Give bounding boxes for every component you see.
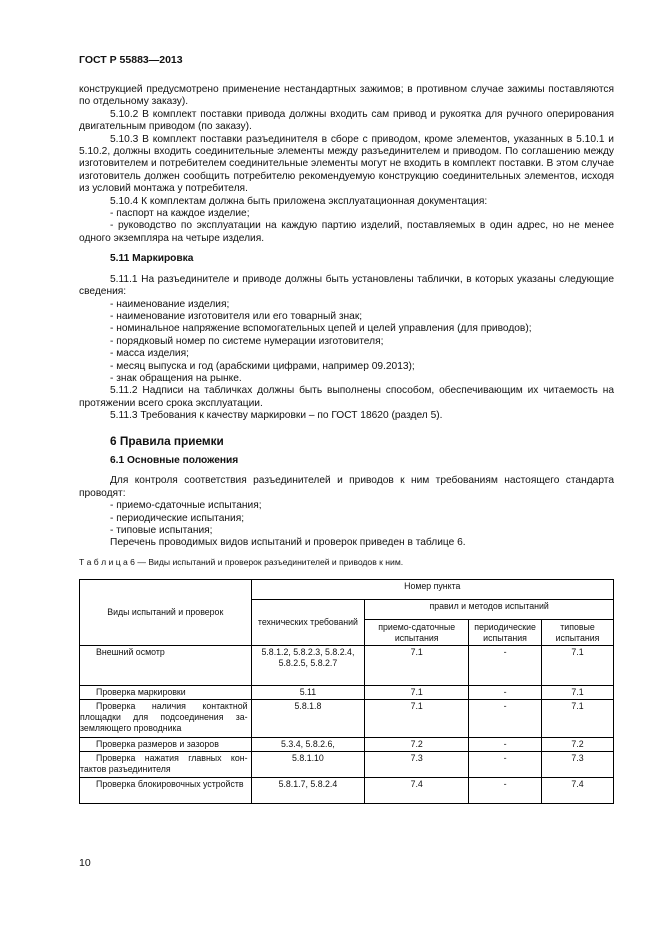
table-cell-type: 7.4	[542, 778, 614, 804]
list-item: - руководство по эксплуатации на каждую партию изделий, поставляемых в один адрес, но не менее одного экземпляра на четыре изделия.	[79, 220, 614, 244]
table-row	[80, 778, 614, 804]
paragraph-5-10-2: 5.10.2 В комплект поставки привода должны входить сам привод и рукоятка для ручного оперирования двигательным приводом (по заказу).	[79, 108, 614, 133]
table-cell-acceptance: 7.4	[365, 778, 469, 804]
table-header-type: типовые испытания	[542, 620, 614, 646]
table-cell-type: 7.1	[542, 646, 614, 686]
paragraph-6-1: Для контроля соответствия разъединителей и приводов к ним требованиям настоящего стандарта проводят:	[79, 475, 614, 499]
table-cell-tech: 5.3.4, 5.8.2.6,	[251, 738, 365, 752]
table-caption: Т а б л и ц а 6 — Виды испытаний и проверок разъединителей и приводов к ним.	[79, 556, 404, 567]
section-heading-6-1: 6.1 Основные положения	[110, 454, 239, 466]
table-header-clause-number: Номер пункта	[251, 580, 613, 600]
document-header: ГОСТ Р 55883—2013	[79, 54, 183, 66]
list-item: - типовые испытания;	[110, 525, 213, 536]
table-cell-test: Проверка блокировочных устройств	[80, 778, 252, 804]
paragraph-5-11-1: 5.11.1 На разъединителе и приводе должны быть установлены таблички, в которых указаны следующие сведения:	[79, 273, 614, 298]
table-cell-periodic: -	[469, 752, 542, 778]
table-cell-tech: 5.8.1.10	[251, 752, 365, 778]
list-item: - масса изделия;	[110, 348, 189, 360]
table-row	[80, 686, 614, 700]
list-item: - приемо-сдаточные испытания;	[110, 500, 262, 512]
table-row	[80, 738, 614, 752]
table-cell-tech: 5.8.1.2, 5.8.2.3, 5.8.2.4, 5.8.2.5, 5.8.2.7	[251, 646, 365, 686]
paragraph-table-ref: Перечень проводимых видов испытаний и проверок приведен в таблице 6.	[110, 537, 466, 549]
table-cell-acceptance: 7.2	[365, 738, 469, 752]
table-header-test-type: Виды испытаний и проверок	[80, 580, 252, 646]
table-cell-test: Проверка нажатия главных контактов разъединителя	[80, 752, 252, 778]
paragraph: конструкцией предусмотрено применение нестандартных зажимов; в противном случае зажимы поставляются по отдельному заказу).	[79, 84, 614, 108]
table-cell-test: Внешний осмотр	[80, 646, 252, 686]
table-cell-type: 7.1	[542, 700, 614, 738]
table-cell-type: 7.2	[542, 738, 614, 752]
list-item: - наименование изделия;	[110, 298, 230, 310]
list-item: - номинальное напряжение вспомогательных цепей и целей управления (для приводов);	[110, 323, 532, 335]
table-cell-type: 7.1	[542, 686, 614, 700]
list-item: - паспорт на каждое изделие;	[110, 208, 250, 220]
table-cell-periodic: -	[469, 700, 542, 738]
table-header-acceptance: приемо-сдаточные испытания	[365, 620, 469, 646]
table-cell-acceptance: 7.1	[365, 646, 469, 686]
table-cell-acceptance: 7.1	[365, 686, 469, 700]
table-row	[80, 646, 614, 686]
table-cell-periodic: -	[469, 686, 542, 700]
paragraph-5-10-4: 5.10.4 К комплектам должна быть приложена эксплуатационная документация:	[110, 195, 488, 207]
table-header-tech-requirements: технических требований	[251, 600, 365, 646]
paragraph-5-11-2: 5.11.2 Надписи на табличках должны быть выполнены способом, обеспечивающим их читаемость на протяжении всего срока эксплуатации.	[79, 385, 614, 409]
table-row	[80, 700, 614, 738]
table-cell-periodic: -	[469, 646, 542, 686]
table-cell-tech: 5.8.1.8	[251, 700, 365, 738]
table-cell-test: Проверка маркировки	[80, 686, 252, 700]
list-item: - периодические испытания;	[110, 512, 245, 524]
list-item: - наименование изготовителя или его товарный знак;	[110, 310, 363, 322]
tests-table	[79, 579, 614, 804]
table-cell-periodic: -	[469, 778, 542, 804]
table-cell-tech: 5.8.1.7, 5.8.2.4	[251, 778, 365, 804]
table-cell-tech: 5.11	[251, 686, 365, 700]
table-header-test-methods: правил и методов испытаний	[365, 600, 614, 620]
table-cell-test: Проверка размеров и зазоров	[80, 738, 252, 752]
page-content	[79, 84, 614, 804]
table-row	[80, 752, 614, 778]
paragraph-5-10-3: 5.10.3 В комплект поставки разъединителя в сборе с приводом, кроме элементов, указанных в 5.10.1 и 5.10.2, должны входить соединительные элементы между разъединителем и приводом. По соглашению между изготовителем и потребителем соединительные элементы могут не входить в комплект поставки. В этом случае изготовитель должен сообщить потребителю рекомендуемую конструкцию соединительных элементов, исходя из условий монтажа у потребителя.	[79, 133, 614, 195]
table-cell-acceptance: 7.1	[365, 700, 469, 738]
table-cell-acceptance: 7.3	[365, 752, 469, 778]
section-heading-5-11: 5.11 Маркировка	[110, 253, 194, 265]
table-header-periodic: периодические испытания	[469, 620, 542, 646]
list-item: - месяц выпуска и год (арабскими цифрами, например 09.2013);	[110, 360, 415, 372]
list-item: - порядковый номер по системе нумерации изготовителя;	[110, 335, 384, 347]
paragraph-5-11-3: 5.11.3 Требования к качеству маркировки – по ГОСТ 18620 (раздел 5).	[110, 410, 443, 422]
list-item: - знак обращения на рынке.	[110, 372, 242, 384]
table-cell-test: Проверка наличия контактной площадки для подсоединения заземляющего проводника	[80, 700, 252, 738]
page-number: 10	[79, 857, 91, 869]
section-heading-6: 6 Правила приемки	[110, 433, 224, 448]
table-cell-periodic: -	[469, 738, 542, 752]
table-cell-type: 7.3	[542, 752, 614, 778]
